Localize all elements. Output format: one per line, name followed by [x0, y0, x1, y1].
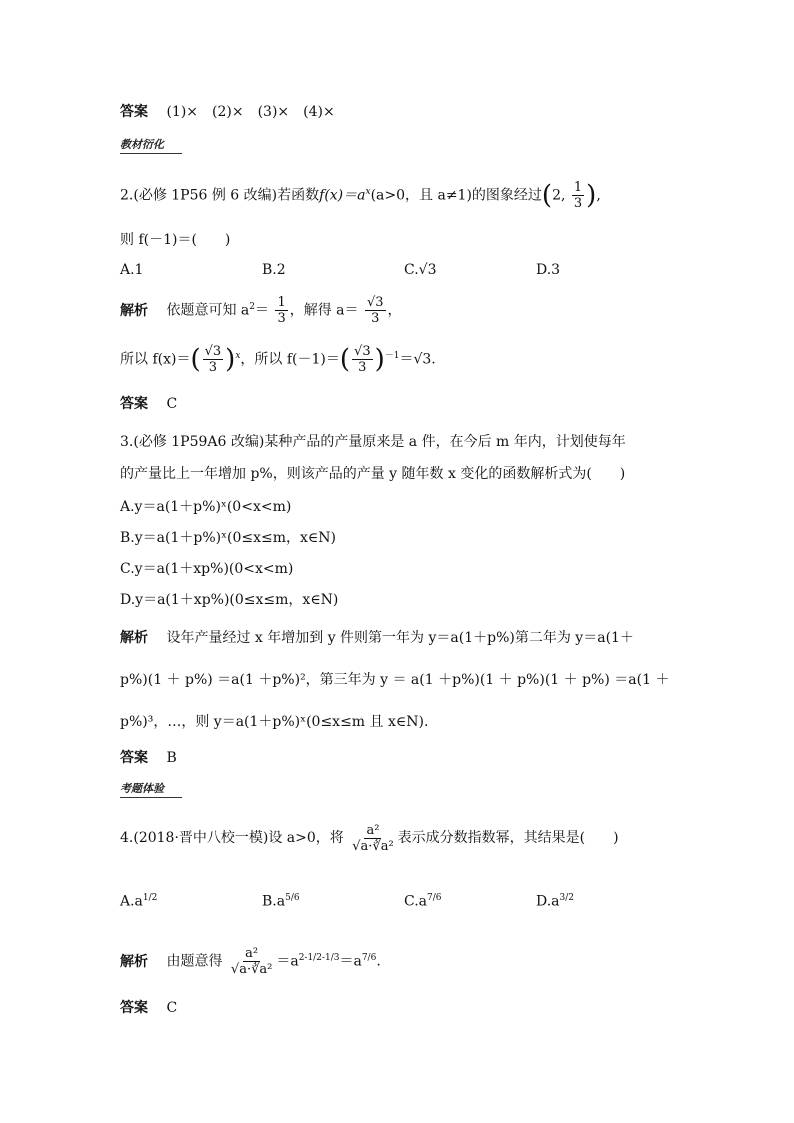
- answer-line-2: 答案 C: [120, 396, 178, 412]
- question-3-stem-2: 的产量比上一年增加 p%，则该产品的产量 y 随年数 x 变化的函数解析式为( ): [120, 466, 626, 482]
- answer-label: 答案: [120, 396, 148, 412]
- solution-label: 解析: [120, 302, 148, 319]
- answer-label: 答案: [120, 750, 148, 766]
- answer-label: 答案: [120, 104, 148, 120]
- q4-option-d: $D.a^{3/2}$: [536, 893, 575, 910]
- solution-3-line-2: p%)(1 ＋ p%) ＝a(1 ＋p%)²，第三年为 y ＝ a(1 ＋p%)(1 ＋ p%)(1 ＋ p%) ＝a(1 ＋: [120, 672, 670, 688]
- q4-option-c: $C.a^{7/6}$: [404, 893, 442, 910]
- point-fraction: $\frac{1}{3}$: [573, 180, 583, 211]
- answer-line-3: 答案 B: [120, 750, 177, 766]
- question-2-stem: 2.(必修 1P56 例 6 改编)若函数$f(x)=a^x(a>0$，且 a≠1)的图象经过(2, $\frac{1}{3}$ ),: [120, 180, 601, 211]
- fraction-root3-over-3-c: $\frac{√3}{3}$: [354, 344, 371, 376]
- q2-option-c: C.√3: [404, 262, 437, 278]
- answer-line-4: 答案 C: [120, 1000, 178, 1016]
- q3-option-d: D.y＝a(1＋xp%)(0≤x≤m，x∈N): [120, 592, 339, 608]
- question-4-stem: 4.(2018·晋中八校一模)设 a>0，将 $\frac{\text{a²}}{\text{√a·∛a²}}$ 表示成分数指数幂，其结果是( ): [120, 822, 619, 854]
- q3-option-a: A.y＝a(1＋p%)ˣ(0<x<m): [120, 499, 292, 515]
- solution-2-line-2: 所以 f(x)＝( $\frac{√3}{3}$ )$^x$，所以 f(－1)＝( $\frac{√3}{3}$ )$^{-1}$＝√3.: [120, 344, 436, 376]
- answer-text: (1)× (2)× (3)× (4)×: [166, 104, 335, 120]
- section-tag-textbook: 教材衍化: [120, 138, 164, 151]
- q2-option-b: B.2: [262, 262, 286, 278]
- q4-option-a: $A.a^{1/2}$: [120, 893, 158, 910]
- q4-option-b: $B.a^{5/6}$: [262, 893, 300, 910]
- question-2-stem-2: 则 f(－1)＝( ): [120, 232, 231, 248]
- solution-label: 解析: [120, 953, 148, 970]
- fraction-one-third: $\frac{1}{3}$: [277, 295, 286, 327]
- solution-2-line-1: 解析 依题意可知 $a^2=$ $\frac{1}{3}$ ，解得 a＝ $\frac{√3}{3}$ ，: [120, 295, 402, 327]
- section-tag-exam: 考题体验: [120, 782, 164, 795]
- answer-line-1: [120, 102, 335, 122]
- answer-label: 答案: [120, 1000, 148, 1016]
- solution-3-line-1: 解析 设年产量经过 x 年增加到 y 件则第一年为 y＝a(1＋p%)第二年为 y＝a(1＋: [120, 630, 634, 646]
- q3-option-b: B.y＝a(1＋p%)ˣ(0≤x≤m，x∈N): [120, 530, 336, 546]
- fraction-root3-over-3: $\frac{√3}{3}$: [366, 295, 384, 327]
- solution-label: 解析: [120, 630, 148, 646]
- q3-option-c: C.y＝a(1＋xp%)(0<x<m): [120, 561, 294, 577]
- solution-3-line-3: p%)³，…，则 y＝a(1＋p%)ˣ(0≤x≤m 且 x∈N).: [120, 714, 429, 730]
- q2-option-a: A.1: [120, 262, 144, 278]
- sol4-fraction: $\frac{\text{a²}}{\text{√a·∛a²}}$: [230, 946, 273, 978]
- solution-4: 解析 由题意得 $\frac{\text{a²}}{\text{√a·∛a²}}$ $=a^{2-1/2-1/3}=a^{7/6}$.: [120, 946, 381, 978]
- q2-option-d: D.3: [536, 262, 561, 278]
- question-3-stem-1: 3.(必修 1P59A6 改编)某种产品的产量原来是 a 件，在今后 m 年内，计划使每年: [120, 434, 626, 450]
- fraction-root3-over-3-b: $\frac{√3}{3}$: [204, 344, 222, 376]
- q4-fraction: $\frac{\text{a²}}{\text{√a·∛a²}}$: [352, 822, 394, 854]
